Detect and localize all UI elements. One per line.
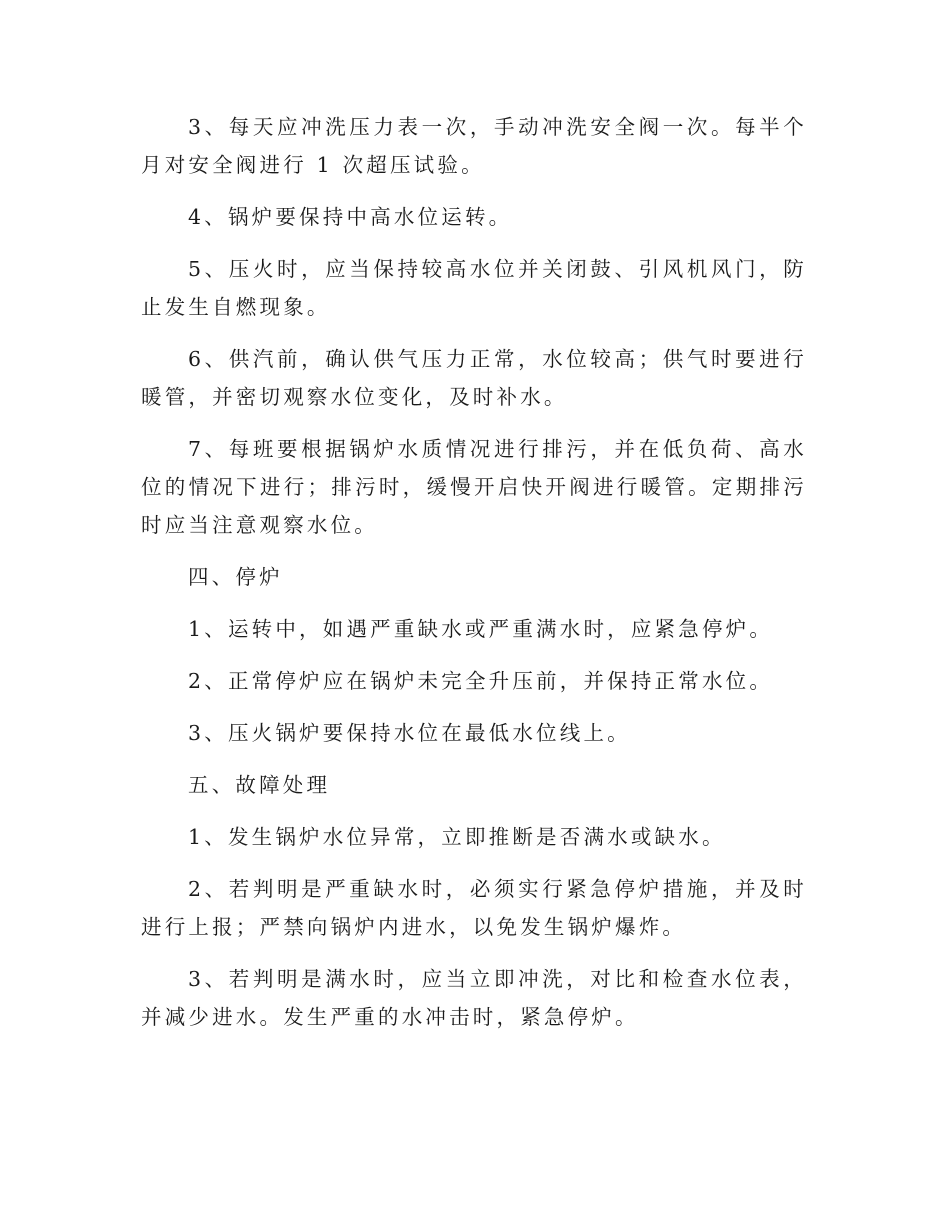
document-body [141, 108, 807, 1036]
paragraph-safety-valve-flush: 3、每天应冲洗压力表一次，手动冲洗安全阀一次。每半个月对安全阀进行 1 次超压试验。 [141, 115, 807, 177]
paragraph-emergency-shutdown: 1、运转中，如遇严重缺水或严重满水时，应紧急停炉。 [188, 617, 774, 641]
paragraph-abnormal-water-level: 1、发生锅炉水位异常，立即推断是否满水或缺水。 [188, 825, 726, 849]
paragraph-severe-water-shortage: 2、若判明是严重缺水时，必须实行紧急停炉措施，并及时进行上报；严禁向锅炉内进水，以免发生锅炉爆炸。 [141, 877, 807, 939]
paragraph-water-level-operation: 4、锅炉要保持中高水位运转。 [188, 205, 513, 229]
paragraph-normal-shutdown: 2、正常停炉应在锅炉未完全升压前，并保持正常水位。 [188, 669, 774, 693]
paragraph-banked-boiler: 3、压火锅炉要保持水位在最低水位线上。 [188, 721, 631, 745]
section-heading-shutdown: 四、停炉 [188, 565, 283, 589]
paragraph-banking-fire: 5、压火时，应当保持较高水位并关闭鼓、引风机风门，防止发生自燃现象。 [141, 257, 807, 319]
paragraph-steam-supply: 6、供汽前，确认供气压力正常，水位较高；供气时要进行暖管，并密切观察水位变化，及时补水。 [141, 347, 807, 409]
paragraph-blowdown: 7、每班要根据锅炉水质情况进行排污，并在低负荷、高水位的情况下进行；排污时，缓慢开启快开阀进行暖管。定期排污时应当注意观察水位。 [141, 437, 807, 537]
section-heading-fault-handling: 五、故障处理 [188, 773, 331, 797]
paragraph-overfull-water: 3、若判明是满水时，应当立即冲洗，对比和检查水位表，并减少进水。发生严重的水冲击时，紧急停炉。 [141, 967, 807, 1029]
